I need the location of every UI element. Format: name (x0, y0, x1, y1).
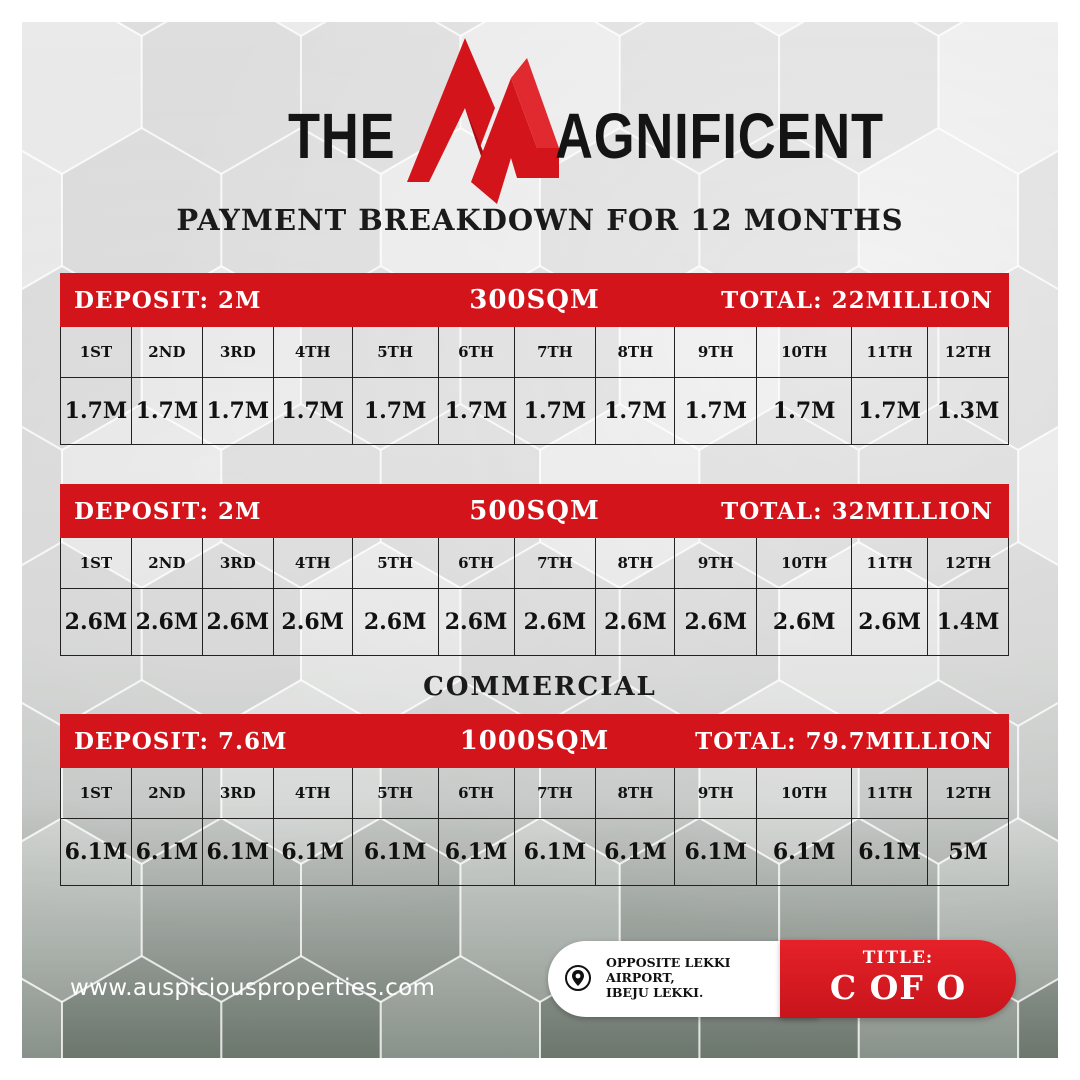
installment-amount: 6.1M (61, 819, 132, 886)
month-label: 11TH (852, 768, 928, 819)
month-label: 12TH (928, 768, 1009, 819)
plan-header-bar (60, 273, 1009, 327)
website-url: www.auspiciousproperties.com (70, 975, 436, 1001)
installment-amount: 6.1M (757, 819, 852, 886)
installment-amount: 1.7M (596, 378, 675, 445)
month-label: 7TH (515, 538, 597, 589)
month-label: 7TH (515, 327, 597, 378)
page-title: PAYMENT BREAKDOWN FOR 12 MONTHS (176, 203, 904, 237)
month-label: 12TH (928, 327, 1009, 378)
month-label: 9TH (675, 768, 757, 819)
month-label: 5TH (353, 327, 439, 378)
plan-1000sqm (60, 714, 1009, 886)
installment-amount: 1.3M (928, 378, 1009, 445)
installment-amount: 2.6M (596, 589, 675, 656)
title-badge (780, 940, 1016, 1018)
month-label: 2ND (132, 327, 203, 378)
month-label: 12TH (928, 538, 1009, 589)
title-label: TITLE: (862, 948, 934, 968)
installment-amount: 1.7M (757, 378, 852, 445)
installment-amount: 2.6M (132, 589, 203, 656)
installment-amount: 1.7M (675, 378, 757, 445)
brand-logo (22, 22, 1058, 202)
month-row (60, 768, 1009, 819)
installment-amount: 6.1M (675, 819, 757, 886)
plan-header-bar (60, 714, 1009, 768)
installment-amount: 2.6M (203, 589, 274, 656)
location-pin-icon (565, 965, 591, 995)
installment-grid (60, 538, 1009, 656)
deposit-label: DEPOSIT: 2M (74, 497, 262, 525)
month-label: 3RD (203, 538, 274, 589)
commercial-heading: COMMERCIAL (423, 672, 657, 702)
installment-amount: 1.7M (353, 378, 439, 445)
total-label: TOTAL: 22MILLION (721, 286, 993, 314)
month-label: 2ND (132, 538, 203, 589)
month-label: 8TH (596, 768, 675, 819)
installment-amount: 1.7M (274, 378, 353, 445)
installment-amount: 6.1M (274, 819, 353, 886)
amount-row (60, 589, 1009, 656)
month-label: 3RD (203, 768, 274, 819)
installment-amount: 2.6M (274, 589, 353, 656)
month-label: 11TH (852, 538, 928, 589)
installment-amount: 2.6M (61, 589, 132, 656)
installment-amount: 2.6M (515, 589, 597, 656)
month-label: 9TH (675, 327, 757, 378)
month-label: 6TH (439, 327, 515, 378)
installment-amount: 1.7M (439, 378, 515, 445)
installment-amount: 2.6M (353, 589, 439, 656)
amount-row (60, 378, 1009, 445)
installment-amount: 6.1M (852, 819, 928, 886)
month-row (60, 327, 1009, 378)
month-row (60, 538, 1009, 589)
installment-amount: 2.6M (757, 589, 852, 656)
total-label: TOTAL: 32MILLION (721, 497, 993, 525)
amount-row (60, 819, 1009, 886)
installment-amount: 1.7M (61, 378, 132, 445)
installment-amount: 1.7M (852, 378, 928, 445)
month-label: 6TH (439, 538, 515, 589)
installment-amount: 1.7M (132, 378, 203, 445)
plan-300sqm (60, 273, 1009, 445)
installment-amount: 1.7M (515, 378, 597, 445)
title-value: C OF O (829, 968, 967, 1007)
location-address (606, 955, 776, 1000)
installment-amount: 6.1M (132, 819, 203, 886)
deposit-label: DEPOSIT: 2M (74, 286, 262, 314)
month-label: 1ST (61, 327, 132, 378)
month-label: 10TH (757, 538, 852, 589)
address-line: AIRPORT, (606, 970, 675, 985)
month-label: 5TH (353, 768, 439, 819)
month-label: 4TH (274, 538, 353, 589)
deposit-label: DEPOSIT: 7.6M (74, 727, 288, 755)
address-line: OPPOSITE LEKKI (606, 955, 731, 970)
month-label: 5TH (353, 538, 439, 589)
address-line: IBEJU LEKKI. (606, 985, 704, 1000)
plot-size-label: 500SQM (469, 496, 600, 526)
month-label: 2ND (132, 768, 203, 819)
installment-amount: 2.6M (852, 589, 928, 656)
flyer-canvas (22, 22, 1058, 1058)
month-label: 4TH (274, 768, 353, 819)
plot-size-label: 1000SQM (459, 726, 610, 756)
month-label: 8TH (596, 538, 675, 589)
month-label: 10TH (757, 327, 852, 378)
installment-amount: 2.6M (675, 589, 757, 656)
month-label: 8TH (596, 327, 675, 378)
installment-grid (60, 768, 1009, 886)
installment-amount: 1.7M (203, 378, 274, 445)
month-label: 10TH (757, 768, 852, 819)
plot-size-label: 300SQM (469, 285, 600, 315)
installment-amount: 6.1M (353, 819, 439, 886)
installment-amount: 6.1M (203, 819, 274, 886)
month-label: 3RD (203, 327, 274, 378)
installment-amount: 5M (928, 819, 1009, 886)
month-label: 11TH (852, 327, 928, 378)
location-badge (548, 941, 818, 1017)
total-label: TOTAL: 79.7MILLION (695, 727, 993, 755)
installment-amount: 6.1M (596, 819, 675, 886)
month-label: 6TH (439, 768, 515, 819)
installment-amount: 2.6M (439, 589, 515, 656)
month-label: 1ST (61, 538, 132, 589)
month-label: 9TH (675, 538, 757, 589)
installment-amount: 6.1M (439, 819, 515, 886)
red-m-logo-icon (407, 38, 567, 204)
plan-500sqm (60, 484, 1009, 656)
month-label: 4TH (274, 327, 353, 378)
month-label: 1ST (61, 768, 132, 819)
installment-amount: 1.4M (928, 589, 1009, 656)
logo-suffix-text: AGNIFICENT (555, 100, 884, 172)
plan-header-bar (60, 484, 1009, 538)
month-label: 7TH (515, 768, 597, 819)
installment-grid (60, 327, 1009, 445)
installment-amount: 6.1M (515, 819, 597, 886)
logo-prefix-text: THE (288, 100, 396, 172)
